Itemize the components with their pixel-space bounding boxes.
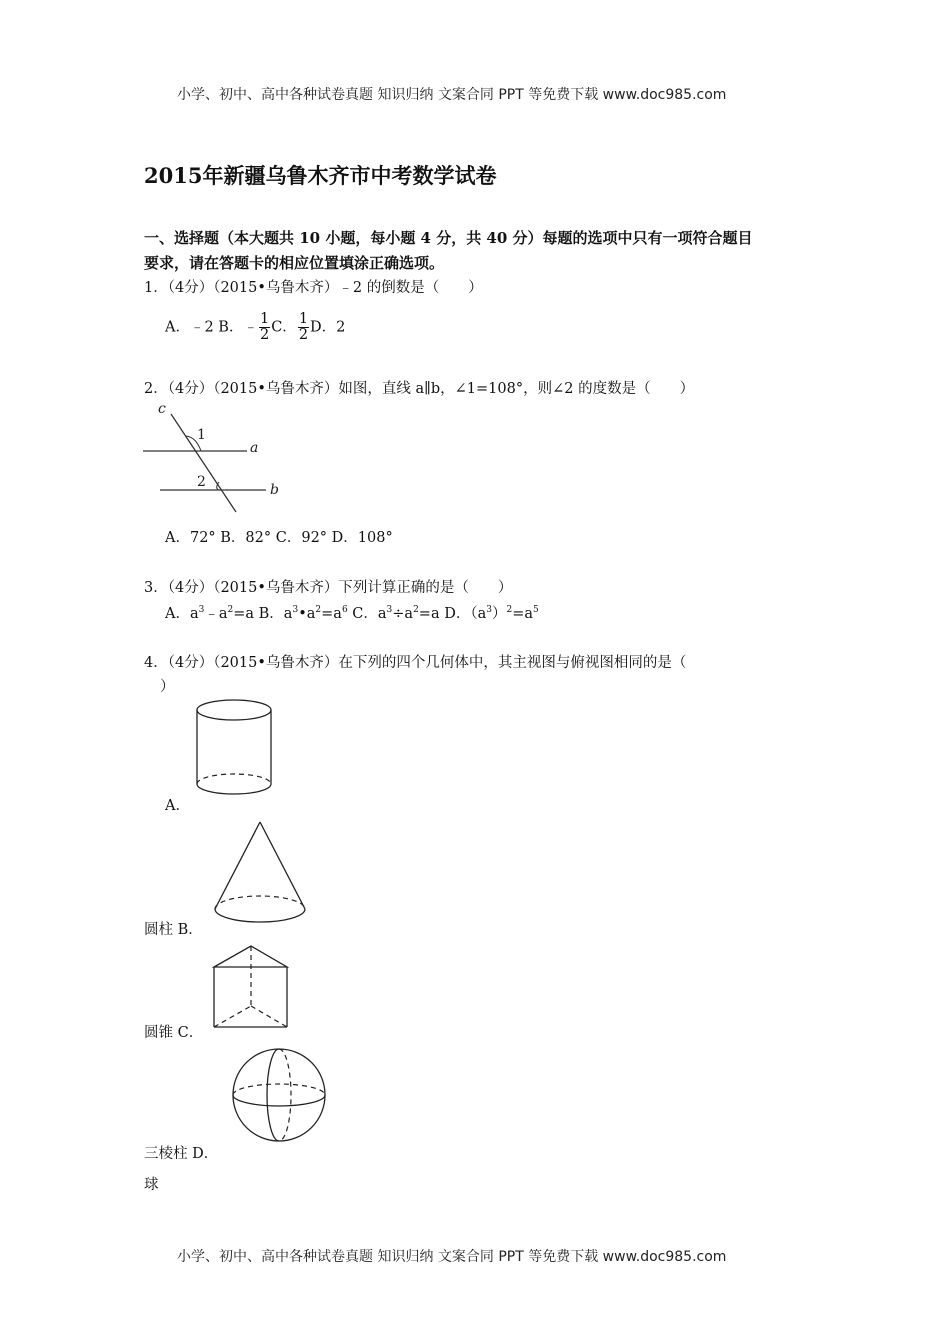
cone-figure: [215, 822, 305, 922]
page-title: 2015年新疆乌鲁木齐市中考数学试卷: [144, 163, 497, 188]
q2-stem: 2．（4分）（2015•乌鲁木齐）如图，直线 a∥b，∠1=108°，则∠2 的度数是（ ）: [144, 381, 695, 397]
label-a: a: [250, 440, 259, 456]
q3-text: =a: [321, 606, 342, 622]
q3-text: •a: [298, 606, 316, 622]
q3-text: =a: [512, 606, 533, 622]
label-b: b: [270, 482, 279, 498]
q3-text: ÷a: [392, 606, 414, 622]
label-angle1: 1: [197, 427, 206, 443]
page-header: 小学、初中、高中各种试卷真题 知识归纳 文案合同 PPT 等免费下载 www.doc985.com: [177, 87, 727, 103]
label-c: c: [158, 401, 166, 417]
q4-label-d: 三棱柱 D．: [144, 1146, 219, 1162]
triangular-prism-figure: [214, 946, 287, 1027]
label-angle2: 2: [197, 474, 206, 490]
q3-exp: 2: [506, 605, 513, 616]
q3-text: C．a: [347, 606, 387, 622]
cylinder-figure: [197, 700, 271, 794]
q4-stem-line2: ）: [160, 679, 175, 695]
q4-label-a: A．: [165, 798, 190, 814]
q1-option-d: D．2: [310, 319, 346, 336]
q4-stem-line1: 4．（4分）（2015•乌鲁木齐）在下列的四个几何体中，其主视图与俯视图相同的是（: [144, 655, 687, 671]
q3-exp: 2: [227, 605, 234, 616]
q1-stem: 1．（4分）（2015•乌鲁木齐）﹣2 的倒数是（ ）: [144, 280, 483, 296]
page-footer: 小学、初中、高中各种试卷真题 知识归纳 文案合同 PPT 等免费下载 www.doc985.com: [177, 1249, 727, 1265]
q1-option-c: C．: [271, 319, 297, 336]
q3-exp: 3: [292, 605, 299, 616]
q3-text: A．a: [165, 606, 199, 622]
q2-options: A．72° B．82° C．92° D．108°: [165, 530, 393, 546]
q3-text: =a B．a: [233, 606, 293, 622]
q1-option-a-b: A．﹣2 B．﹣: [165, 319, 258, 336]
q3-exp: 2: [315, 605, 322, 616]
q3-exp: 5: [533, 605, 539, 616]
sphere-figure: [233, 1049, 325, 1141]
q3-exp: 3: [198, 605, 205, 616]
section-heading-line2: 要求，请在答题卡的相应位置填涂正确选项。: [144, 254, 445, 272]
q1-fraction-b-den: 2: [259, 327, 270, 343]
q1-fraction-c-den: 2: [298, 327, 309, 343]
q1-fraction-b-num: 1: [259, 311, 270, 327]
q3-exp: 6: [341, 605, 348, 616]
q3-text: ﹣a: [204, 606, 228, 622]
q3-stem: 3．（4分）（2015•乌鲁木齐）下列计算正确的是（ ）: [144, 580, 513, 596]
section-heading-line1: 一、选择题（本大题共 10 小题，每小题 4 分，共 40 分）每题的选项中只有一项符合题目: [144, 229, 753, 247]
q3-text: ）: [491, 606, 507, 622]
q3-exp: 3: [386, 605, 393, 616]
q4-label-end: 球: [144, 1177, 159, 1193]
q3-exp: 2: [413, 605, 419, 616]
q4-label-b: 圆柱 B．: [144, 922, 203, 938]
q3-exp: 3: [486, 605, 492, 616]
q3-text: =a D．（a: [418, 606, 487, 622]
q1-fraction-c-num: 1: [298, 311, 309, 327]
q4-label-c: 圆锥 C．: [144, 1025, 204, 1041]
